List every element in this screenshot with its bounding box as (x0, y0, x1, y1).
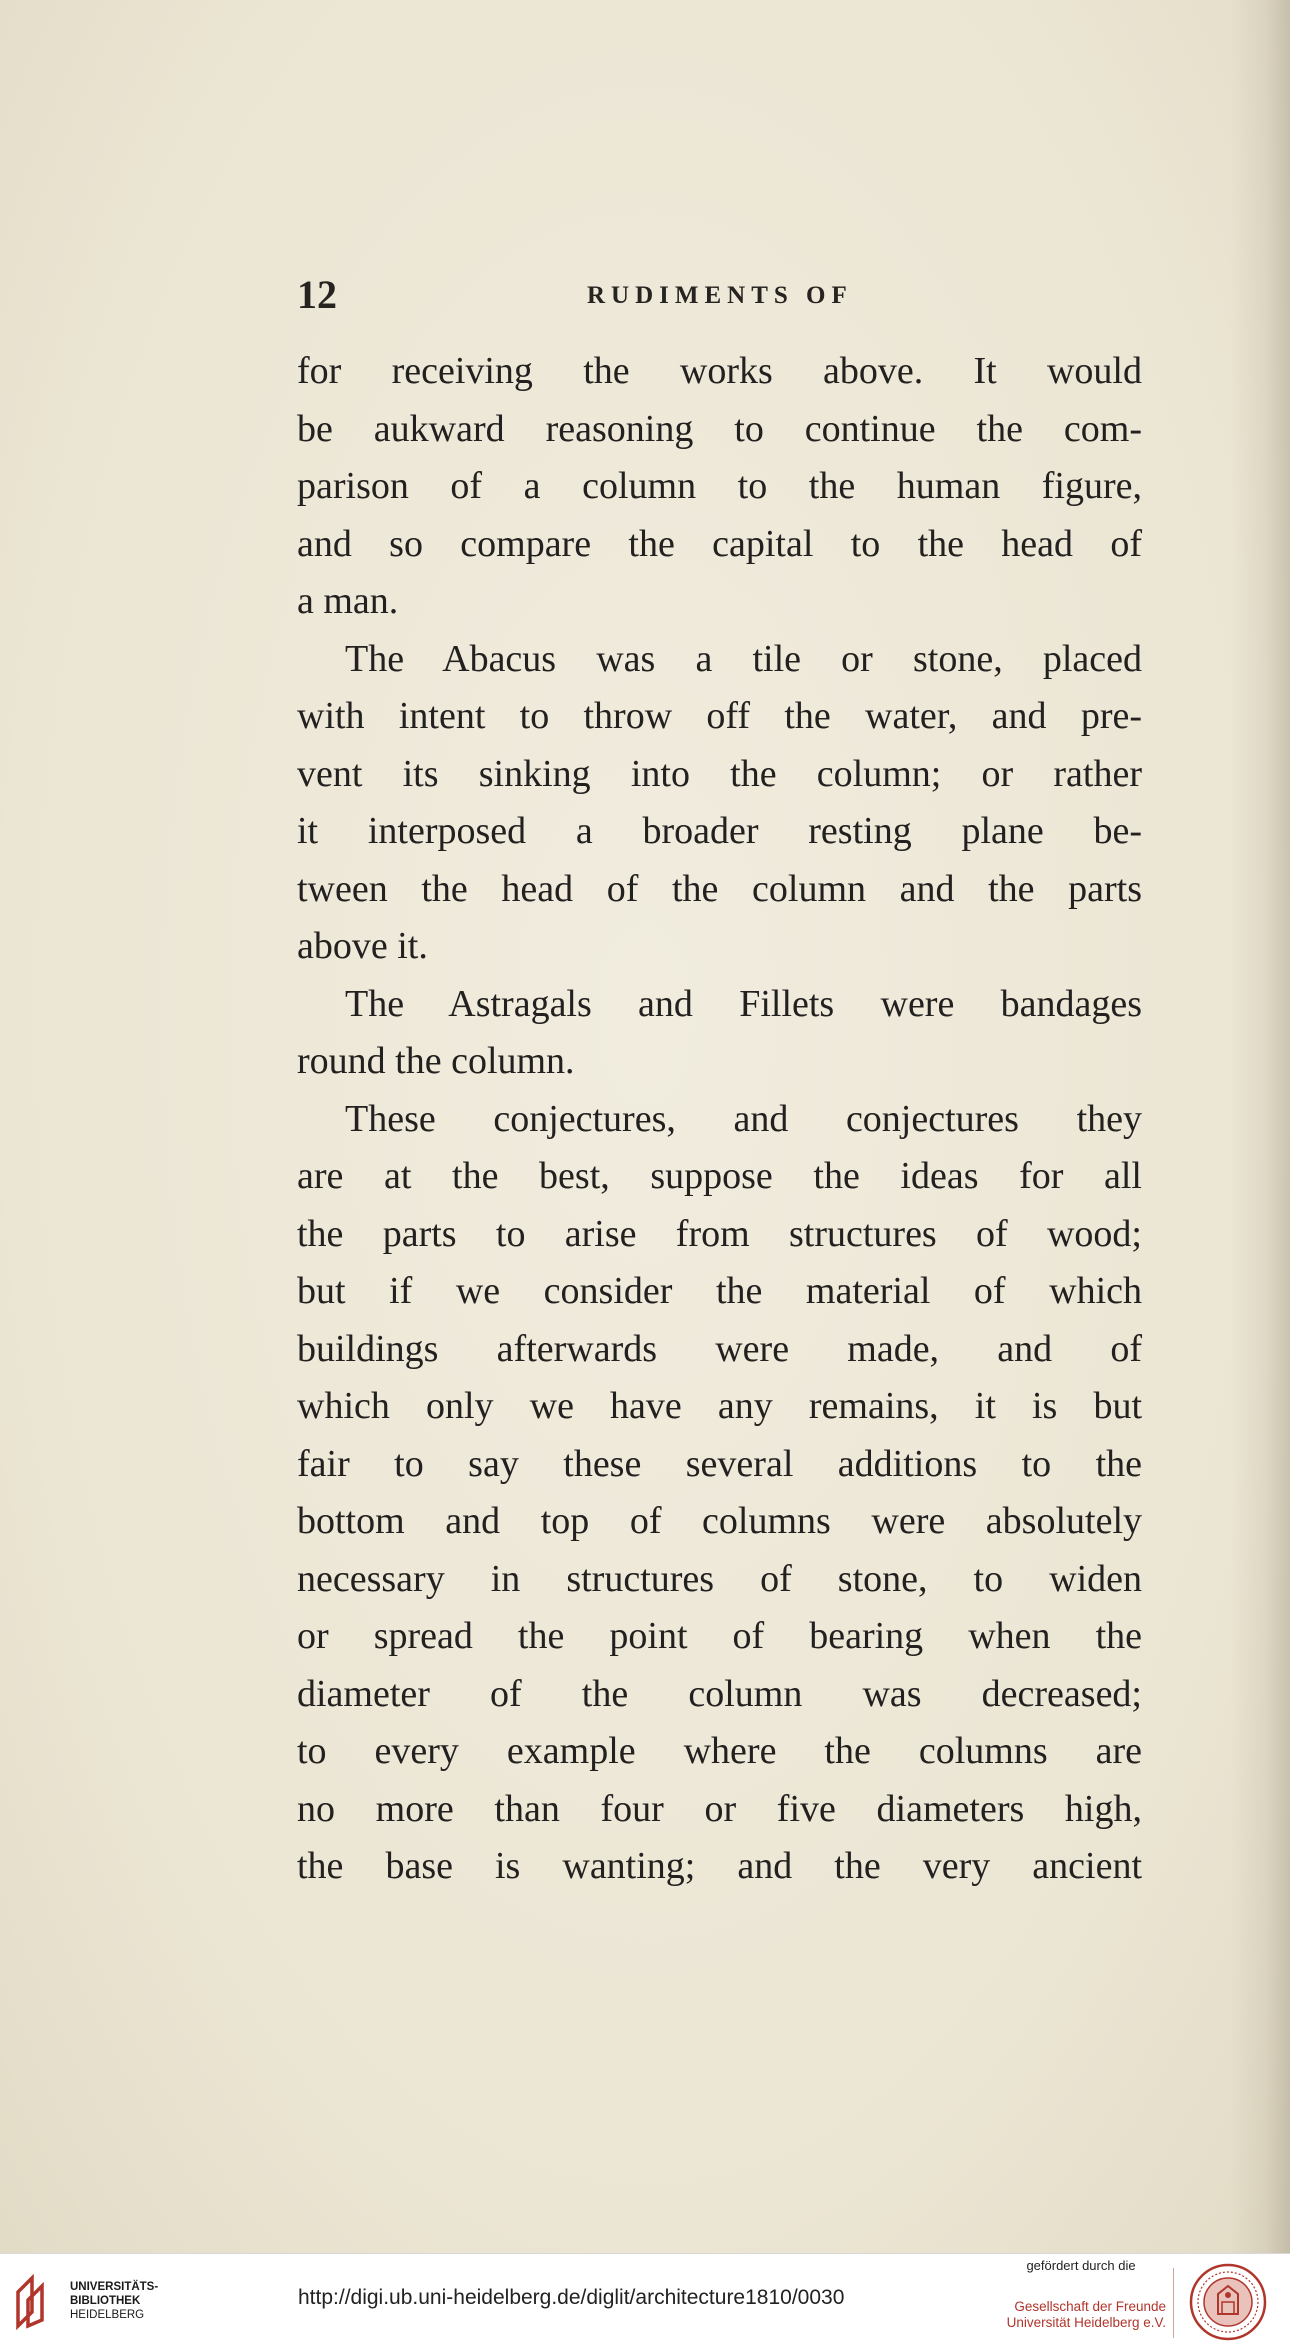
ub-logo-icon (14, 2274, 54, 2330)
permalink-url[interactable]: http://digi.ub.uni-heidelberg.de/diglit/architecture1810/0030 (298, 2286, 845, 2309)
footer-bar (0, 2253, 1290, 2347)
text-line: but if we consider the material of which (297, 1270, 1142, 1312)
text-line: are at the best, suppose the ideas for all (297, 1155, 1142, 1197)
library-line-3: HEIDELBERG (70, 2309, 145, 2321)
text-line: diameter of the column was decreased; (297, 1672, 1142, 1715)
text-line: above it. (297, 925, 428, 967)
society-line-1: Gesellschaft der Freunde (1014, 2299, 1166, 2314)
text-line: with intent to throw off the water, and pre- (297, 695, 1142, 737)
text-line: The Abacus was a tile or stone, placed (345, 637, 1142, 680)
text-line: no more than four or five diameters high, (297, 1787, 1142, 1830)
text-line: necessary in structures of stone, to widen (297, 1557, 1142, 1600)
text-line: fair to say these several additions to the (297, 1442, 1142, 1485)
text-line: for receiving the works above. It would (297, 350, 1142, 392)
text-line: be aukward reasoning to continue the com- (297, 407, 1142, 450)
funded-by-label: gefördert durch die (1026, 2258, 1136, 2273)
page-number: 12 (297, 272, 337, 317)
library-line-1: UNIVERSITÄTS- (70, 2281, 159, 2293)
text-line: a man. (297, 580, 399, 622)
society-name (996, 2299, 1166, 2331)
text-line: round the column. (297, 1040, 575, 1082)
text-line: and so compare the capital to the head of (297, 522, 1142, 565)
page-header (297, 270, 1142, 320)
text-line: tween the head of the column and the parts (297, 867, 1142, 910)
text-line: the parts to arise from structures of wood; (297, 1212, 1142, 1255)
footer-divider (1173, 2268, 1174, 2338)
text-line: buildings afterwards were made, and of (297, 1327, 1142, 1370)
text-line: to every example where the columns are (297, 1730, 1142, 1772)
text-line: These conjectures, and conjectures they (345, 1097, 1142, 1140)
text-line: the base is wanting; and the very ancient (297, 1845, 1142, 1887)
text-line: which only we have any remains, it is but (297, 1385, 1142, 1427)
page-fold-shadow (1230, 0, 1290, 2253)
university-seal-icon (1188, 2262, 1268, 2342)
text-line: vent its sinking into the column; or rather (297, 752, 1142, 795)
library-name (70, 2280, 158, 2322)
body-text (297, 343, 1142, 1896)
running-head: RUDIMENTS OF (587, 282, 853, 309)
library-line-2: BIBLIOTHEK (70, 2295, 141, 2307)
text-line: bottom and top of columns were absolutely (297, 1500, 1142, 1542)
society-line-2: Universität Heidelberg e.V. (1006, 2315, 1166, 2330)
text-line: The Astragals and Fillets were bandages (345, 982, 1142, 1025)
text-line: it interposed a broader resting plane be- (297, 810, 1142, 852)
text-line: or spread the point of bearing when the (297, 1615, 1142, 1657)
text-line: parison of a column to the human figure, (297, 465, 1142, 507)
